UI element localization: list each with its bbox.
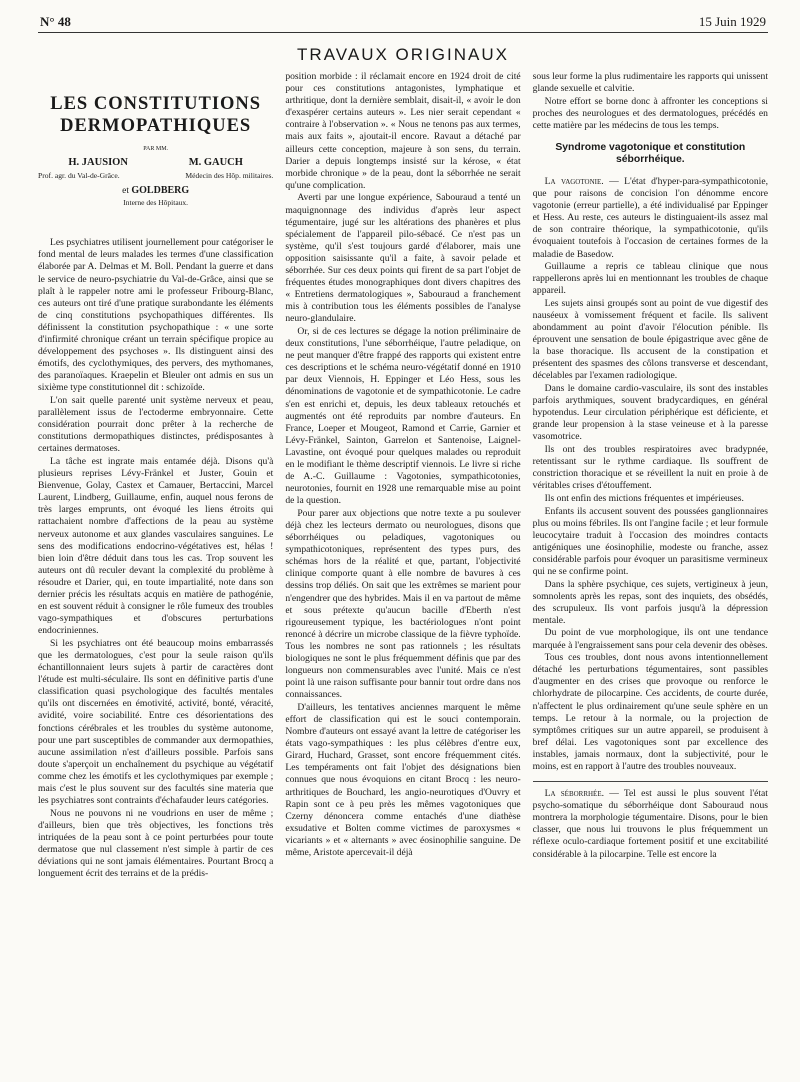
issue-date: 15 Juin 1929 bbox=[698, 14, 766, 29]
paragraph: Les psychiatres utilisent journellement pour catégoriser le fond mental de leurs malades les termes d'une classification élaborée par A. Delmas et M. Boll. Pendant la guerre et dans le service de neuro-psychiatrie du Val-de-Grâce, ainsi que se plaît à le rappeler notre ami le professeur Fribourg-Blanc, ces auteurs ont tiré d'une pratique surabondante les éléments de cinq constitutions psychopathiques différentes. Ils définissent la constitution psychopathique : « une sorte d'infirmité chronique créant un terrain spécifique propice au développement des psychoses ». Ils distinguent ainsi des émotifs, des cyclothymiques, des pervers, des mythomanes, des paranoïaques. Kraepelin et Bleuler ont admis en sus un sixième type constitutionnel dit : schizoïde. bbox=[38, 237, 274, 394]
article-title bbox=[38, 93, 273, 137]
paragraph bbox=[533, 176, 768, 261]
affiliations bbox=[38, 170, 273, 182]
run-in-heading: La vagotonie. bbox=[544, 175, 604, 187]
coauthor-name: GOLDBERG bbox=[131, 185, 190, 197]
paragraph: position morbide : il réclamait encore en 1924 droit de cité pour ces constitutions antagonistes, lymphatique et arthritique, dont la dernière semblait, disait-il, « avoir le don d'exaspérer certains auteurs ». Les nier serait cependant « contraire à l'observation ». « Nous ne tenons pas aux termes, mais aux faits », ajoutait-il encore. Ravaut a détaché par ailleurs cette conception, majeure à son sens, du terrain. Darier a depuis longtemps insisté sur la kérose, « état morbide chronique » de la peau, dont la séborrhée ne serait qu'une complication. bbox=[285, 71, 521, 191]
affiliation-2: Médecin des Hôp. militaires. bbox=[185, 171, 274, 181]
paragraph: Averti par une longue expérience, Sabouraud a tenté un maquignonnage des individus d'après leur aspect tégumentaire, jugé sur les altérations des phanères et plus spécialement de l'appareil pilo-sébacé. Ce n'est pas un système, qu'il s'est toujours gardé d'élaborer, mais une opposition saisissante qu'il a faite, à savoir pelade et séborrhée. Sur ces deux points qui firent de sa part l'objet de fréquentes études monographiques dont divers chapitres des « Entretiens dermatologiques », Sabouraud a franchement mis à contribution tous les éléments possibles de l'analyse neuro-glandulaire. bbox=[285, 192, 521, 325]
paragraph: Guillaume a repris ce tableau clinique que nous rappellerons après lui en mentionnant les troubles de chaque appareil. bbox=[532, 261, 768, 297]
page bbox=[38, 14, 768, 880]
paragraph-text: — Tel est aussi le plus souvent l'état psycho-somatique du séborrhéique dont Sabouraud nous montrera la morphologie tégumentaire. Disons, pour le bien classer, que nous lui trouvons le plus fréquemment un réflexe oculo-cardiaque fortement positif et une excitabilité considérable à la pilocarpine. Telle est encore la bbox=[532, 788, 768, 860]
paragraph: Dans la sphère psychique, ces sujets, vertigineux à jeun, somnolents après les repas, sont des inquiets, des obsédés, des scrupuleux. Ils vont parfois jusqu'à la dépression mentale. bbox=[532, 578, 768, 626]
coauthor-role: Interne des Hôpitaux. bbox=[123, 198, 189, 208]
paragraph: Ils ont des troubles respiratoires avec bradypnée, retentissant sur le rythme cardiaque. Ils souffrent de constriction thoracique et se réveillent la nuit en proie à de véritables crises d'étouffement. bbox=[532, 444, 768, 492]
column-1 bbox=[38, 71, 273, 880]
paragraph: Dans le domaine cardio-vasculaire, ils sont des instables parfois arythmiques, souvent bradycardiques, en général hypotendus. Leur circulation périphérique est déficiente, et grande leur propension à la stase veineuse et à la paresse vasomotrice. bbox=[532, 383, 768, 443]
paragraph-text: — L'état d'hyper-para-sympathicotonie, que pour raisons de concision l'on dénomme encore vagotonie (erreur partielle), a été individualisé par Eppinger et Hess. Au reste, ces auteurs le distinguaient-ils assez mal de son contraire théorique, la sympathicotonie, qu'ils évoquaient toutefois à l'occasion de certaines formes de la maladie de Basedow. bbox=[532, 175, 768, 260]
paragraph: Si les psychiatres ont été beaucoup moins embarrassés que les dermatologues, c'est pour la seule raison qu'ils échantillonnaient leurs sujets à partir de caractères dont l'étude est multi-séculaire. Ils sont en définitive partis d'une classification quasi psychologique des facultés mentales qu'ils ont discernées en émotivité, activité, bonté, véracité, avidité, voire sociabilité. Entre ces désorientations des fonctions cérébrales et les troubles du système autonome, pour une part susceptibles de commander aux dermopathies, aucune assimilation n'est d'ailleurs possible. Parfois sans doute s'aperçoit un enchaînement du psychique au végétatif comme chez les émotifs et les cyclothymiques par exemple ; mais c'est le plus souvent sur des facultés sine materia que les psychiatres sont contraints d'échafauder leurs catégories. bbox=[38, 637, 274, 807]
paragraph: L'on sait quelle parenté unit système nerveux et peau, parallèlement issus de l'ectoderme embryonnaire. Cette considération pourrait donc prêter à la recherche de constitutions dermopathiques distinctes, prédisposantes à certaines dermatoses. bbox=[38, 395, 274, 455]
paragraph: Du point de vue morphologique, ils ont une tendance marquée à l'engraissement sans pour cela devenir des obèses. bbox=[532, 627, 768, 651]
author-1: H. JAUSION bbox=[68, 157, 128, 169]
paragraph: Nous ne pouvons ni ne voudrions en user de même ; d'ailleurs, bien que très objectives, les fonctions très intriquées de la peau sont à ce point perturbées pour toute dermatose que nul classement n'est simple à partir de ces déviations qui ne sont jamais élémentaires. Pourtant Brocq a longuement écrit des terrains et de la prédis- bbox=[38, 807, 274, 880]
section-divider bbox=[533, 781, 768, 782]
paragraph: sous leur forme la plus rudimentaire les rapports qui unissent glande sexuelle et calvitie. bbox=[532, 71, 768, 95]
author-2: M. GAUCH bbox=[188, 157, 243, 169]
coauthor-prefix: et bbox=[122, 186, 129, 197]
article-columns bbox=[38, 71, 768, 880]
paragraph: D'ailleurs, les tentatives anciennes marquent le même effort de classification qui est le souci contemporain. Nombre d'auteurs ont essayé avant la lettre de catégoriser les états vago-sympathiques : les plus célèbres d'entre eux, Girard, Huchard, Grasset, sont encore fréquemment cités. Les tempéraments ont fait l'objet des désignations bien connues que nous évoquions en citant Brocq : les neuro-arthritiques de Bouchard, les angio-neurotiques d'Ouvry et Rapin sont ce à peu près les mêmes vagotoniques que Czerny dénoncera comme entachés d'une diathèse exsudative et Bolten comme victimes de paroxysmes « vicariants » et « alternants » avec éosinophilie sanguine. De même, Aristote apercevait-il déjà bbox=[285, 701, 521, 858]
column-3 bbox=[533, 71, 768, 880]
paragraph: Notre effort se borne donc à affronter les conceptions si proches des neurologues et des dermatologues, précédés en cette matière par les médecins de tous les temps. bbox=[532, 95, 768, 131]
paragraph: Ils ont enfin des mictions fréquentes et impérieuses. bbox=[544, 492, 744, 504]
paragraph: Pour parer aux objections que notre texte a pu soulever déjà chez les lecteurs dermato ou neurologues, disons que séborrhéiques ou peladiques, vagotoniques ou sympathicotoniques, représentent des types purs, des schémas hors de la réalité et que, partant, l'objectivité clinique comporte quant à elle nombre de bavures à ces dessins trop déliés. On sait que les extrêmes se marient pour n'engendrer que des hybrides. Mais il en va partout de même et sous prétexte qu'aucun bacille d'Eberth n'est rigoureusement typique, les bactériologues n'ont point renoncé à décrire un microbe classique de la fièvre typhoïde. Tous les nombres ne sont pas rationnels ; les résultats biologiques ne sont le plus fréquemment définis que par des longueurs non commensurables avec l'unité. Mais ce n'est point là une raison suffisante pour bannir tout ordre dans nos connaissances. bbox=[285, 507, 521, 701]
paragraph: Les sujets ainsi groupés sont au point de vue digestif des nauséeux à vomissement fréquent et facile. Ils salivent abondamment au point d'avoir l'élocution pénible. Ils éprouvent une sensation de boule épigastrique avec gêne de la base thoracique. Ils accusent de la constipation et présentent des spasmes des côlons transverse et descendant, décelables par l'examen radiologique. bbox=[532, 297, 768, 382]
section-subheading bbox=[533, 142, 768, 166]
paragraph bbox=[533, 788, 768, 861]
subheading-line-2: séborrhéique. bbox=[615, 153, 685, 165]
subheading-line-1: Syndrome vagotonique et constitution bbox=[555, 141, 746, 153]
authors bbox=[38, 157, 273, 169]
article-title-line-2: DERMOPATHIQUES bbox=[60, 116, 252, 136]
byline-par: PAR MM. bbox=[143, 146, 169, 152]
paragraph: Enfants ils accusent souvent des poussées ganglionnaires plus ou moins fébriles. Ils ont l'angine facile ; et leur formule leucocytaire traduit à l'occasion des moindres contacts antigéniques une éosinophilie, modeste ou franche, assez considérable parfois pour évoquer un parasitisme vermineux qui ne se confirme point. bbox=[532, 505, 768, 577]
run-in-heading: La séborrhée. bbox=[544, 788, 605, 800]
column-2 bbox=[285, 71, 520, 880]
issue-number: N° 48 bbox=[40, 14, 71, 29]
paragraph: Tous ces troubles, dont nous avons intentionnellement détaché les perturbations tégumentaires, sont passibles d'augmenter en des crises que provoque ou renforce le chlorhydrate de pilocarpine. Ces accidents, de courte durée, n'affectent le plus ordinairement qu'une seule sphère en un temps. Le retour à la normale, ou la projection de symptômes critiques sur un autre appareil, se produisent à bref délai. Les vagotoniques sont par excellence des instables, jamais normaux, dont la subjectivité, pour le moins, est en rapport à l'autre des troubles nouveaux. bbox=[532, 652, 768, 772]
affiliation-1: Prof. agr. du Val-de-Grâce. bbox=[38, 171, 120, 181]
coauthor-block bbox=[38, 185, 273, 209]
running-head bbox=[38, 14, 768, 33]
paragraph: Or, si de ces lectures se dégage la notion préliminaire de deux constitutions, l'une séborrhéique, l'autre peladique, on ne peut manquer d'être frappé des rapports qui existent entre ces descriptions et le schéma neuro-végétatif donné en 1910 par deux Viennois, H. Eppinger et Léo Hess, sous les dénominations de vagotonie et de sympathicotonie. Le cadre s'en est enrichi et, depuis, les deux tableaux retouchés et augmentés ont été reproduits par nombre d'auteurs. En France, Loeper et Mougeot, Ramond et Carrie, Garnier et Lévy-Fränkel, Sainton, Garrelon et Santenoise, Laignel-Lavastine, ont évoqué pour quelques malades ou reproduit en le modifiant le thème descriptif viennois. Le livre si riche de A.-C. Guillaume : Vagotonies, sympathicotonies, neurotonies, fournit en 1928 une remarquable mise au point de la question. bbox=[285, 325, 521, 507]
article-title-line-1: LES CONSTITUTIONS bbox=[50, 94, 262, 114]
section-title: TRAVAUX ORIGINAUX bbox=[297, 45, 509, 64]
paragraph: La tâche est ingrate mais entamée déjà. Disons qu'à plusieurs reprises Lévy-Fränkel et Juster, Gouin et Bienvenue, Golay, Castex et Camauer, Bertaccini, Marcel Laurent, Lindberg, Guillaume, enfin, auquel nous ferons de très larges emprunts, ont évoqué les liens étroits qui rattachaient nombre d'affections de la peau au système nerveux autonome et aux glandes vasculaires sanguines. Le sens des modifications endocrino-végétatives est, hélas ! bien loin d'être déduit dans tous les cas. Trop souvent les auteurs ont dû reculer devant la complexité du problème à résoudre et Darier, qui, en toute impartialité, note dans son dernier précis les résultats acquis en matière de pathogénie, en est souvent réduit à consigner le rôle fumeux des troubles vago-sympathiques et d'obscures perturbations endocriniennes. bbox=[38, 455, 274, 637]
